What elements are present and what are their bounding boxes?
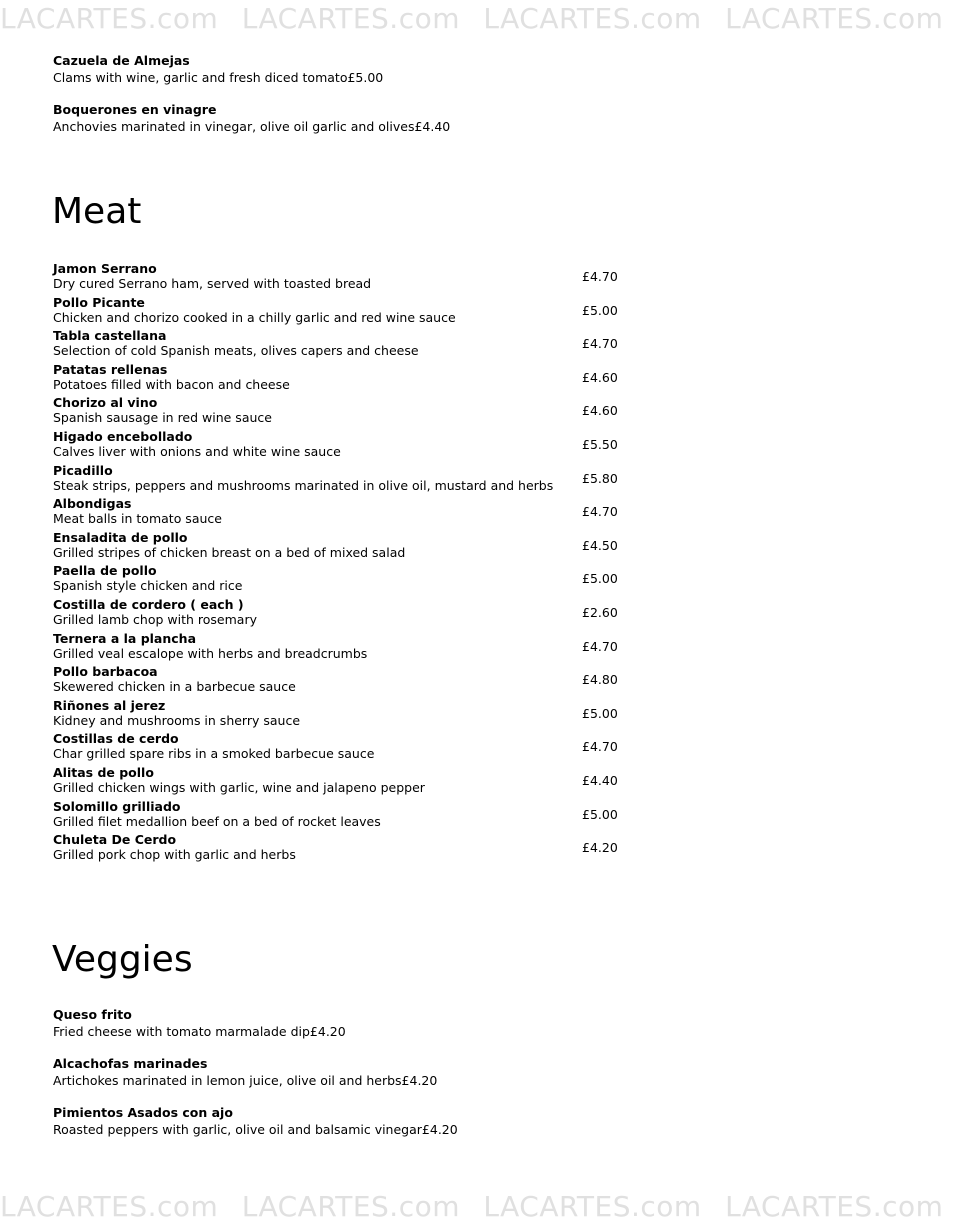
list-item (53, 362, 653, 396)
item-price: £4.40 (582, 772, 618, 788)
item-name: Chorizo al vino (53, 395, 158, 411)
item-price: £4.70 (582, 739, 618, 755)
item-description: Grilled filet medallion beef on a bed of rocket leaves (53, 813, 381, 829)
menu-item (53, 102, 450, 135)
item-name: Cazuela de Almejas (53, 53, 190, 68)
item-name: Ternera a la plancha (53, 630, 197, 646)
watermark-text: LACARTES.com (241, 1190, 460, 1223)
item-description: Fried cheese with tomato marmalade dip£4.20 (53, 1024, 346, 1039)
item-description: Potatoes filled with bacon and cheese (53, 376, 290, 392)
item-price: £4.70 (582, 504, 618, 520)
menu-item (53, 53, 383, 86)
item-name: Chuleta De Cerdo (53, 832, 177, 848)
item-price: £4.60 (582, 369, 618, 385)
item-name: Tabla castellana (53, 328, 167, 344)
list-item (53, 631, 653, 665)
item-name: Pollo Picante (53, 294, 145, 310)
item-name: Queso frito (53, 1007, 132, 1022)
menu-item (53, 1007, 346, 1040)
item-name: Alitas de pollo (53, 764, 154, 780)
list-item (53, 530, 653, 564)
item-description: Grilled pork chop with garlic and herbs (53, 847, 296, 863)
item-description: Spanish style chicken and rice (53, 578, 243, 594)
item-description: Char grilled spare ribs in a smoked barbecue sauce (53, 746, 375, 762)
item-name: Ensaladita de pollo (53, 529, 188, 545)
item-name: Paella de pollo (53, 563, 157, 579)
item-price: £4.70 (582, 269, 618, 284)
list-item (53, 731, 653, 765)
item-price: £5.00 (582, 571, 618, 587)
item-price: £4.60 (582, 403, 618, 419)
item-description: Selection of cold Spanish meats, olives capers and cheese (53, 343, 419, 359)
list-item (53, 698, 653, 732)
watermark-text: LACARTES.com (725, 1190, 944, 1223)
item-description: Calves liver with onions and white wine sauce (53, 443, 341, 459)
watermark-text: LACARTES.com (241, 2, 460, 35)
item-price: £5.00 (582, 302, 618, 318)
menu-item (53, 1056, 437, 1089)
item-name: Pimientos Asados con ajo (53, 1105, 233, 1120)
watermark-text: LACARTES.com (483, 1190, 702, 1223)
item-name: Boquerones en vinagre (53, 102, 217, 117)
item-name: Higado encebollado (53, 428, 193, 444)
list-item (53, 563, 653, 597)
item-description: Grilled stripes of chicken breast on a bed of mixed salad (53, 544, 406, 560)
item-price: £4.50 (582, 537, 618, 553)
list-item (53, 328, 653, 362)
item-description: Meat balls in tomato sauce (53, 511, 222, 527)
item-description: Anchovies marinated in vinegar, olive oil garlic and olives£4.40 (53, 119, 451, 134)
item-description: Grilled veal escalope with herbs and breadcrumbs (53, 645, 368, 661)
item-description: Clams with wine, garlic and fresh diced tomato£5.00 (53, 70, 384, 85)
item-description: Dry cured Serrano ham, served with toasted bread (53, 276, 372, 291)
item-price: £5.50 (582, 436, 618, 452)
list-item (53, 664, 653, 698)
item-price: £4.80 (582, 672, 618, 688)
item-description: Grilled chicken wings with garlic, wine and jalapeno pepper (53, 779, 425, 795)
list-item (53, 496, 653, 530)
watermark-top (0, 2, 944, 35)
item-name: Jamon Serrano (53, 261, 157, 276)
list-item (53, 832, 653, 866)
item-description: Chicken and chorizo cooked in a chilly garlic and red wine sauce (53, 309, 456, 325)
item-description: Kidney and mushrooms in sherry sauce (53, 712, 301, 728)
list-item (53, 261, 653, 295)
item-name: Picadillo (53, 462, 113, 478)
item-name: Costilla de cordero ( each ) (53, 596, 244, 612)
item-description: Roasted peppers with garlic, olive oil and balsamic vinegar£4.20 (53, 1122, 458, 1137)
item-name: Patatas rellenas (53, 361, 168, 377)
item-description: Skewered chicken in a barbecue sauce (53, 679, 296, 695)
list-item (53, 295, 653, 329)
item-price: £4.20 (582, 840, 618, 856)
watermark-text: LACARTES.com (725, 2, 944, 35)
item-price: £5.00 (582, 705, 618, 721)
item-price: £5.00 (582, 806, 618, 822)
item-price: £4.70 (582, 336, 618, 352)
item-description: Spanish sausage in red wine sauce (53, 410, 272, 426)
item-name: Pollo barbacoa (53, 664, 158, 680)
list-item (53, 765, 653, 799)
watermark-text: LACARTES.com (483, 2, 702, 35)
item-description: Grilled lamb chop with rosemary (53, 611, 257, 627)
list-item (53, 597, 653, 631)
item-name: Solomillo grilliado (53, 798, 181, 814)
item-name: Alcachofas marinades (53, 1056, 208, 1071)
list-item (53, 463, 653, 497)
watermark-text: LACARTES.com (0, 2, 219, 35)
item-name: Riñones al jerez (53, 697, 166, 713)
item-description: Steak strips, peppers and mushrooms marinated in olive oil, mustard and herbs (53, 477, 554, 493)
meat-list (53, 261, 653, 866)
list-item (53, 395, 653, 429)
list-item (53, 799, 653, 833)
item-name: Costillas de cerdo (53, 731, 179, 747)
section-heading-meat: Meat (52, 191, 142, 232)
item-price: £5.80 (582, 470, 618, 486)
item-description: Artichokes marinated in lemon juice, olive oil and herbs£4.20 (53, 1073, 438, 1088)
watermark-bottom (0, 1190, 944, 1223)
section-heading-veggies: Veggies (52, 939, 193, 980)
list-item (53, 429, 653, 463)
menu-item (53, 1105, 458, 1138)
item-price: £4.70 (582, 638, 618, 654)
item-name: Albondigas (53, 496, 132, 512)
item-price: £2.60 (582, 604, 618, 620)
watermark-text: LACARTES.com (0, 1190, 219, 1223)
